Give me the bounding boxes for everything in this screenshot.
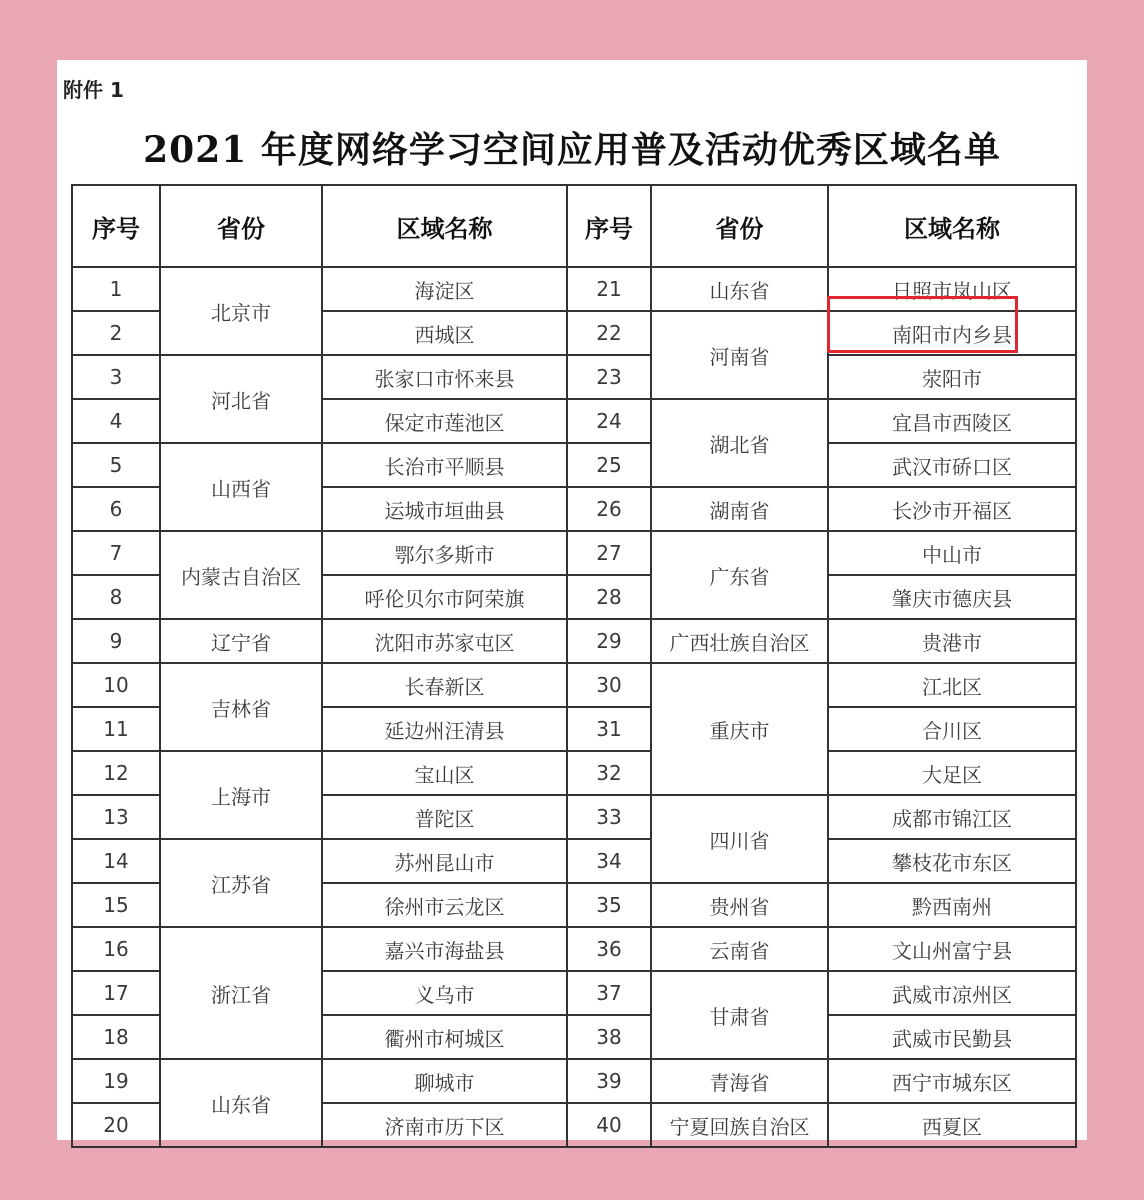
region-name-cell: 武威市民勤县 bbox=[828, 1015, 1076, 1059]
region-name-cell: 肇庆市德庆县 bbox=[828, 575, 1076, 619]
row-number-cell: 14 bbox=[72, 839, 160, 883]
document-title: 2021 年度网络学习空间应用普及活动优秀区域名单 bbox=[143, 129, 1001, 171]
province-cell: 山东省 bbox=[651, 267, 828, 311]
region-name-cell: 呼伦贝尔市阿荣旗 bbox=[322, 575, 567, 619]
row-number-cell: 31 bbox=[567, 707, 651, 751]
row-number-cell: 16 bbox=[72, 927, 160, 971]
region-name-cell: 西夏区 bbox=[828, 1103, 1076, 1147]
table-header-row bbox=[72, 185, 1076, 267]
row-number-cell: 18 bbox=[72, 1015, 160, 1059]
row-number-cell: 5 bbox=[72, 443, 160, 487]
header-cell-right-number: 序号 bbox=[567, 185, 651, 267]
region-name-cell: 武威市凉州区 bbox=[828, 971, 1076, 1015]
region-name-cell: 义乌市 bbox=[322, 971, 567, 1015]
row-number-cell: 38 bbox=[567, 1015, 651, 1059]
region-name-cell: 长春新区 bbox=[322, 663, 567, 707]
region-name-cell: 文山州富宁县 bbox=[828, 927, 1076, 971]
table-row bbox=[72, 839, 1076, 883]
region-name-cell: 宝山区 bbox=[322, 751, 567, 795]
province-cell: 江苏省 bbox=[160, 839, 322, 927]
region-name-cell: 嘉兴市海盐县 bbox=[322, 927, 567, 971]
row-number-cell: 21 bbox=[567, 267, 651, 311]
table-row bbox=[72, 927, 1076, 971]
province-cell: 四川省 bbox=[651, 795, 828, 883]
row-number-cell: 24 bbox=[567, 399, 651, 443]
row-number-cell: 36 bbox=[567, 927, 651, 971]
row-number-cell: 6 bbox=[72, 487, 160, 531]
region-name-cell: 黔西南州 bbox=[828, 883, 1076, 927]
region-name-cell: 聊城市 bbox=[322, 1059, 567, 1103]
row-number-cell: 22 bbox=[567, 311, 651, 355]
row-number-cell: 1 bbox=[72, 267, 160, 311]
row-number-cell: 40 bbox=[567, 1103, 651, 1147]
row-number-cell: 23 bbox=[567, 355, 651, 399]
region-name-cell: 攀枝花市东区 bbox=[828, 839, 1076, 883]
region-name-cell: 西宁市城东区 bbox=[828, 1059, 1076, 1103]
province-cell: 宁夏回族自治区 bbox=[651, 1103, 828, 1147]
table-row bbox=[72, 1059, 1076, 1103]
province-cell: 湖北省 bbox=[651, 399, 828, 487]
header-cell-right-region: 区域名称 bbox=[828, 185, 1076, 267]
header-cell-left-number: 序号 bbox=[72, 185, 160, 267]
region-name-cell: 大足区 bbox=[828, 751, 1076, 795]
header-cell-left-province: 省份 bbox=[160, 185, 322, 267]
row-number-cell: 17 bbox=[72, 971, 160, 1015]
row-number-cell: 33 bbox=[567, 795, 651, 839]
row-number-cell: 26 bbox=[567, 487, 651, 531]
province-cell: 重庆市 bbox=[651, 663, 828, 795]
row-number-cell: 39 bbox=[567, 1059, 651, 1103]
row-number-cell: 20 bbox=[72, 1103, 160, 1147]
row-number-cell: 2 bbox=[72, 311, 160, 355]
region-name-cell: 衢州市柯城区 bbox=[322, 1015, 567, 1059]
region-name-cell: 贵港市 bbox=[828, 619, 1076, 663]
region-name-cell: 南阳市内乡县 bbox=[828, 311, 1076, 355]
row-number-cell: 3 bbox=[72, 355, 160, 399]
region-name-cell: 张家口市怀来县 bbox=[322, 355, 567, 399]
row-number-cell: 29 bbox=[567, 619, 651, 663]
row-number-cell: 30 bbox=[567, 663, 651, 707]
province-cell: 青海省 bbox=[651, 1059, 828, 1103]
row-number-cell: 32 bbox=[567, 751, 651, 795]
annex-label: 附件 1 bbox=[63, 78, 124, 102]
region-list-table bbox=[71, 184, 1077, 1148]
region-name-cell: 江北区 bbox=[828, 663, 1076, 707]
table-row bbox=[72, 443, 1076, 487]
header-cell-right-province: 省份 bbox=[651, 185, 828, 267]
row-number-cell: 28 bbox=[567, 575, 651, 619]
province-cell: 河南省 bbox=[651, 311, 828, 399]
region-name-cell: 荥阳市 bbox=[828, 355, 1076, 399]
row-number-cell: 11 bbox=[72, 707, 160, 751]
province-cell: 上海市 bbox=[160, 751, 322, 839]
region-name-cell: 西城区 bbox=[322, 311, 567, 355]
header-cell-left-region: 区域名称 bbox=[322, 185, 567, 267]
region-name-cell: 鄂尔多斯市 bbox=[322, 531, 567, 575]
table-row bbox=[72, 751, 1076, 795]
region-name-cell: 延边州汪清县 bbox=[322, 707, 567, 751]
table-body bbox=[72, 267, 1076, 1147]
row-number-cell: 37 bbox=[567, 971, 651, 1015]
row-number-cell: 19 bbox=[72, 1059, 160, 1103]
region-name-cell: 运城市垣曲县 bbox=[322, 487, 567, 531]
row-number-cell: 13 bbox=[72, 795, 160, 839]
province-cell: 山东省 bbox=[160, 1059, 322, 1147]
row-number-cell: 12 bbox=[72, 751, 160, 795]
province-cell: 湖南省 bbox=[651, 487, 828, 531]
region-name-cell: 济南市历下区 bbox=[322, 1103, 567, 1147]
province-cell: 甘肃省 bbox=[651, 971, 828, 1059]
province-cell: 浙江省 bbox=[160, 927, 322, 1059]
province-cell: 内蒙古自治区 bbox=[160, 531, 322, 619]
province-cell: 广西壮族自治区 bbox=[651, 619, 828, 663]
table-row bbox=[72, 531, 1076, 575]
table-row bbox=[72, 663, 1076, 707]
region-name-cell: 苏州昆山市 bbox=[322, 839, 567, 883]
row-number-cell: 10 bbox=[72, 663, 160, 707]
province-cell: 河北省 bbox=[160, 355, 322, 443]
province-cell: 山西省 bbox=[160, 443, 322, 531]
row-number-cell: 34 bbox=[567, 839, 651, 883]
region-name-cell: 日照市岚山区 bbox=[828, 267, 1076, 311]
region-name-cell: 中山市 bbox=[828, 531, 1076, 575]
row-number-cell: 7 bbox=[72, 531, 160, 575]
region-name-cell: 徐州市云龙区 bbox=[322, 883, 567, 927]
region-name-cell: 沈阳市苏家屯区 bbox=[322, 619, 567, 663]
row-number-cell: 35 bbox=[567, 883, 651, 927]
row-number-cell: 8 bbox=[72, 575, 160, 619]
table-row bbox=[72, 267, 1076, 311]
row-number-cell: 25 bbox=[567, 443, 651, 487]
province-cell: 吉林省 bbox=[160, 663, 322, 751]
province-cell: 云南省 bbox=[651, 927, 828, 971]
region-name-cell: 长治市平顺县 bbox=[322, 443, 567, 487]
region-name-cell: 宜昌市西陵区 bbox=[828, 399, 1076, 443]
region-name-cell: 武汉市硚口区 bbox=[828, 443, 1076, 487]
province-cell: 辽宁省 bbox=[160, 619, 322, 663]
row-number-cell: 27 bbox=[567, 531, 651, 575]
region-name-cell: 长沙市开福区 bbox=[828, 487, 1076, 531]
region-name-cell: 保定市莲池区 bbox=[322, 399, 567, 443]
table-row bbox=[72, 619, 1076, 663]
row-number-cell: 9 bbox=[72, 619, 160, 663]
region-name-cell: 海淀区 bbox=[322, 267, 567, 311]
table-row bbox=[72, 355, 1076, 399]
document-sheet bbox=[57, 60, 1087, 1140]
province-cell: 贵州省 bbox=[651, 883, 828, 927]
province-cell: 广东省 bbox=[651, 531, 828, 619]
row-number-cell: 4 bbox=[72, 399, 160, 443]
region-name-cell: 合川区 bbox=[828, 707, 1076, 751]
row-number-cell: 15 bbox=[72, 883, 160, 927]
region-name-cell: 普陀区 bbox=[322, 795, 567, 839]
region-name-cell: 成都市锦江区 bbox=[828, 795, 1076, 839]
province-cell: 北京市 bbox=[160, 267, 322, 355]
